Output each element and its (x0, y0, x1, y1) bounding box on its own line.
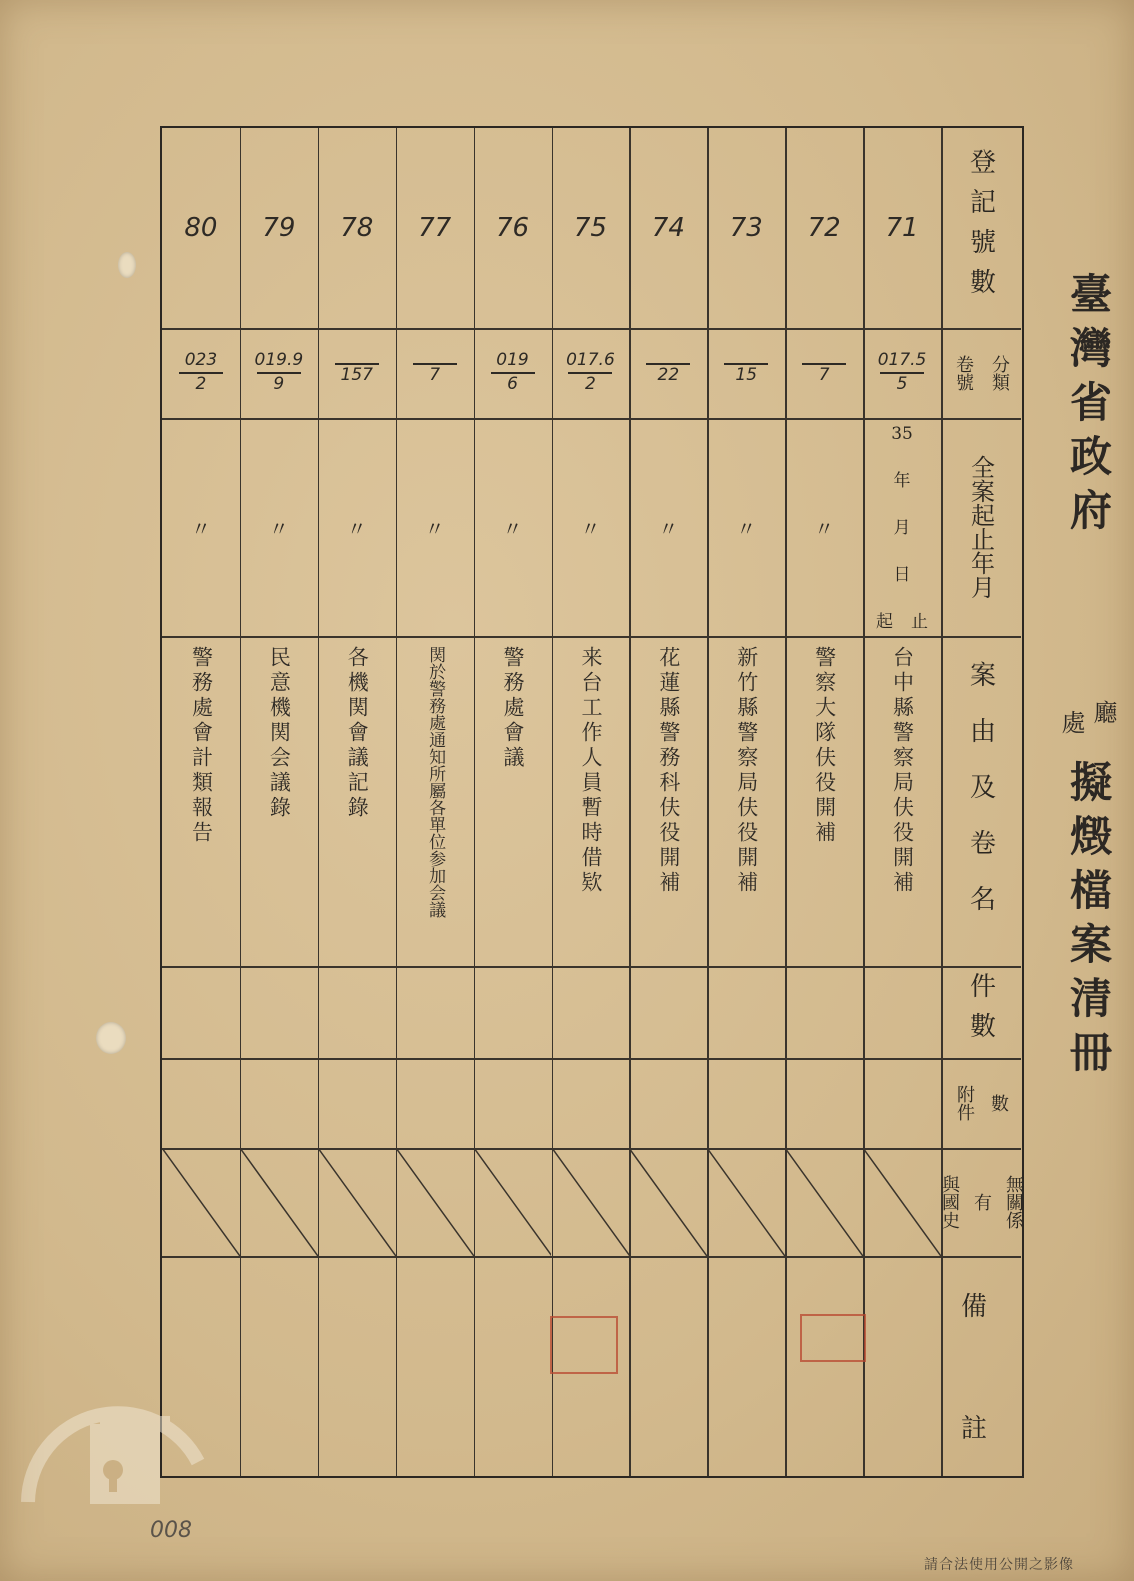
reg-no: 73 (729, 213, 763, 243)
subject-text: 台中縣警察局伕役開補 (890, 646, 915, 896)
records-table (160, 126, 1024, 1478)
diagonal-line (162, 1148, 240, 1256)
subject-text: 民意機関会議錄 (267, 646, 292, 821)
reg-no: 80 (184, 213, 218, 243)
class-no-bottom: 7 (429, 364, 441, 385)
remark-cell (474, 1256, 552, 1475)
count-cell (629, 966, 707, 1058)
class-no-top: 019 (496, 350, 529, 371)
diagonal-line (474, 1148, 552, 1256)
header-history-b: 有 (971, 1193, 992, 1211)
document-title: 臺灣省政府 (1064, 272, 1113, 542)
subject-cell (707, 636, 785, 966)
attach-cell (863, 1058, 941, 1148)
history-diagonal-strike (474, 1148, 552, 1256)
count-cell (785, 966, 863, 1058)
class-no-bottom: 2 (585, 373, 596, 394)
header-attach-top: 數 (988, 1094, 1009, 1112)
date-start: 起 (876, 612, 894, 632)
ditto-mark: 〃 (346, 516, 367, 541)
header-date-range-cell (941, 418, 1021, 636)
reg-no-cell (863, 128, 941, 328)
header-remark-top: 備 (960, 1292, 1001, 1322)
remark-cell (240, 1256, 318, 1475)
attach-cell (318, 1058, 396, 1148)
reg-no: 79 (262, 213, 296, 243)
ditto-mark: 〃 (424, 516, 445, 541)
class-no-cell (707, 328, 785, 418)
title-dept-top: 廳 (1089, 700, 1117, 724)
attach-cell (162, 1058, 240, 1148)
subject-cell (396, 636, 474, 966)
count-cell (318, 966, 396, 1058)
class-no-bottom: 2 (195, 373, 207, 394)
subject-cell (785, 636, 863, 966)
class-no-top: 023 (184, 350, 218, 371)
history-cell (396, 1148, 474, 1256)
archive-logo-icon (8, 1352, 208, 1532)
reg-no-cell (707, 128, 785, 328)
date-y: 年 (893, 471, 911, 491)
history-cell (863, 1148, 941, 1256)
header-subject: 案由及卷名 (965, 661, 996, 941)
header-count-cell (941, 966, 1021, 1058)
subject-cell (629, 636, 707, 966)
remark-cell (318, 1256, 396, 1475)
class-no (255, 352, 304, 393)
header-attach-bottom: 附件 (954, 1085, 975, 1121)
reg-no-cell (396, 128, 474, 328)
date-range-cell (240, 418, 318, 636)
header-vol-no-bottom: 分類 (989, 355, 1010, 391)
reg-no-cell (318, 128, 396, 328)
subject-text: 警察大隊伕役開補 (812, 646, 837, 846)
date-range-cell (552, 418, 630, 636)
date-range-cell (162, 418, 240, 636)
punch-hole-bottom (96, 1022, 126, 1054)
header-vol-no-top: 卷號 (953, 355, 974, 391)
class-no-bottom: 22 (657, 364, 680, 385)
remark-cell (629, 1256, 707, 1475)
subject-text: 警務處會議 (501, 646, 526, 771)
red-seal-right (800, 1314, 866, 1362)
class-no (179, 352, 223, 393)
class-no-cell (785, 328, 863, 418)
header-count: 件數 (965, 972, 996, 1052)
history-diagonal-strike (318, 1148, 396, 1256)
remark-cell (785, 1256, 863, 1475)
diagonal-line (863, 1148, 941, 1256)
history-cell (162, 1148, 240, 1256)
diagonal-line (318, 1148, 396, 1256)
ditto-mark: 〃 (736, 516, 757, 541)
reg-no-cell (240, 128, 318, 328)
remark-cell (396, 1256, 474, 1475)
class-no-bottom: 6 (507, 373, 518, 394)
subject-cell (240, 636, 318, 966)
header-history-cell (939, 1148, 1024, 1256)
diagonal-line (240, 1148, 318, 1256)
header-subject-cell (941, 636, 1021, 966)
class-no-bottom: 157 (340, 364, 373, 385)
header-reg-no-cell (941, 128, 1021, 328)
date-end: 止 (911, 612, 929, 632)
class-no-cell (474, 328, 552, 418)
class-no (724, 361, 768, 384)
class-no-cell (318, 328, 396, 418)
title-dept-bottom: 處 (1057, 710, 1085, 734)
subject-text: 来台工作人員暫時借欵 (578, 646, 603, 896)
diagonal-line (629, 1148, 707, 1256)
subject-text: 関於警務處通知所屬各單位参加会議 (425, 646, 446, 918)
date-range-cell (707, 418, 785, 636)
date-range-cell (863, 418, 941, 636)
date-range-cell (318, 418, 396, 636)
reg-no: 78 (340, 213, 374, 243)
date-range-cell (785, 418, 863, 636)
class-no-cell (162, 328, 240, 418)
reg-no: 71 (885, 213, 919, 243)
reg-no: 77 (418, 213, 452, 243)
count-cell (162, 966, 240, 1058)
history-diagonal-strike (629, 1148, 707, 1256)
attach-cell (396, 1058, 474, 1148)
count-cell (863, 966, 941, 1058)
date-year: 35 (891, 424, 913, 444)
reg-no: 74 (651, 213, 685, 243)
header-history-c: 與國史 (939, 1175, 960, 1229)
class-no-cell (629, 328, 707, 418)
history-cell (552, 1148, 630, 1256)
class-no-cell (396, 328, 474, 418)
date-range-cell (474, 418, 552, 636)
class-no (878, 352, 927, 393)
class-no (413, 361, 457, 384)
ditto-mark: 〃 (658, 516, 679, 541)
date-m: 月 (893, 518, 911, 538)
diagonal-line (552, 1148, 630, 1256)
class-no-top: 019.9 (254, 350, 304, 371)
class-no-bottom: 5 (896, 373, 908, 394)
class-no (646, 361, 690, 384)
subject-cell (474, 636, 552, 966)
count-cell (552, 966, 630, 1058)
attach-cell (629, 1058, 707, 1148)
history-cell (707, 1148, 785, 1256)
attach-cell (707, 1058, 785, 1148)
count-cell (240, 966, 318, 1058)
attach-cell (474, 1058, 552, 1148)
class-no-bottom: 7 (818, 364, 830, 385)
remark-cell (707, 1256, 785, 1475)
diagonal-line (396, 1148, 474, 1256)
history-diagonal-strike (162, 1148, 240, 1256)
history-cell (240, 1148, 318, 1256)
ditto-mark: 〃 (580, 516, 601, 541)
subject-cell (318, 636, 396, 966)
header-attach-cell (941, 1058, 1021, 1148)
subject-cell (863, 636, 941, 966)
remark-cell (863, 1256, 941, 1475)
ditto-mark: 〃 (502, 516, 523, 541)
diagonal-line (785, 1148, 863, 1256)
class-no (566, 352, 615, 393)
class-no-bottom: 15 (735, 364, 758, 385)
count-cell (707, 966, 785, 1058)
history-diagonal-strike (785, 1148, 863, 1256)
attach-cell (785, 1058, 863, 1148)
count-cell (396, 966, 474, 1058)
document-subtitle: 擬燬檔案清冊 (1064, 760, 1113, 1084)
footer-usage-note: 請合法使用公開之影像 (924, 1557, 1074, 1573)
history-diagonal-strike (707, 1148, 785, 1256)
history-cell (785, 1148, 863, 1256)
header-date-range: 全案起止年月 (966, 455, 995, 599)
ditto-mark: 〃 (190, 516, 211, 541)
history-cell (474, 1148, 552, 1256)
date-d: 日 (893, 565, 911, 585)
class-no (491, 352, 535, 393)
history-cell (629, 1148, 707, 1256)
subject-cell (162, 636, 240, 966)
history-diagonal-strike (396, 1148, 474, 1256)
class-no-top: 017.5 (877, 350, 927, 371)
reg-no-cell (162, 128, 240, 328)
red-seal-left (550, 1316, 618, 1374)
subject-text: 各機関會議記錄 (345, 646, 370, 821)
attach-cell (552, 1058, 630, 1148)
subject-text: 警務處會計類報告 (189, 646, 214, 846)
date-range-cell (629, 418, 707, 636)
header-history-a: 無關係 (1003, 1175, 1024, 1229)
class-no (802, 361, 846, 384)
reg-no: 76 (495, 213, 530, 243)
class-no-cell (863, 328, 941, 418)
page-stamp-number: 008 (150, 1518, 192, 1543)
subject-text: 花蓮縣警務科伕役開補 (656, 646, 681, 896)
subject-cell (552, 636, 630, 966)
ditto-mark: 〃 (268, 516, 289, 541)
header-remark-bottom: 註 (960, 1414, 1001, 1444)
class-no-cell (552, 328, 630, 418)
reg-no: 75 (573, 213, 607, 243)
class-no-cell (240, 328, 318, 418)
ditto-mark: 〃 (814, 516, 835, 541)
subject-text: 新竹縣警察局伕役開補 (734, 646, 759, 896)
date-range-cell (396, 418, 474, 636)
header-vol-no-cell (941, 328, 1021, 418)
class-no-top: 017.6 (566, 350, 615, 371)
header-reg-no: 登記號數 (965, 148, 996, 308)
history-cell (318, 1148, 396, 1256)
history-diagonal-strike (240, 1148, 318, 1256)
history-diagonal-strike (863, 1148, 941, 1256)
attach-cell (240, 1058, 318, 1148)
reg-no-cell (785, 128, 863, 328)
reg-no-cell (474, 128, 552, 328)
reg-no-cell (629, 128, 707, 328)
count-cell (474, 966, 552, 1058)
reg-no: 72 (807, 213, 841, 243)
header-remark-cell (941, 1256, 1021, 1475)
date-start-end (876, 607, 928, 632)
history-diagonal-strike (552, 1148, 630, 1256)
reg-no-cell (552, 128, 630, 328)
punch-hole-top (118, 252, 136, 278)
class-no (335, 361, 379, 384)
class-no-bottom: 9 (273, 373, 285, 394)
diagonal-line (707, 1148, 785, 1256)
